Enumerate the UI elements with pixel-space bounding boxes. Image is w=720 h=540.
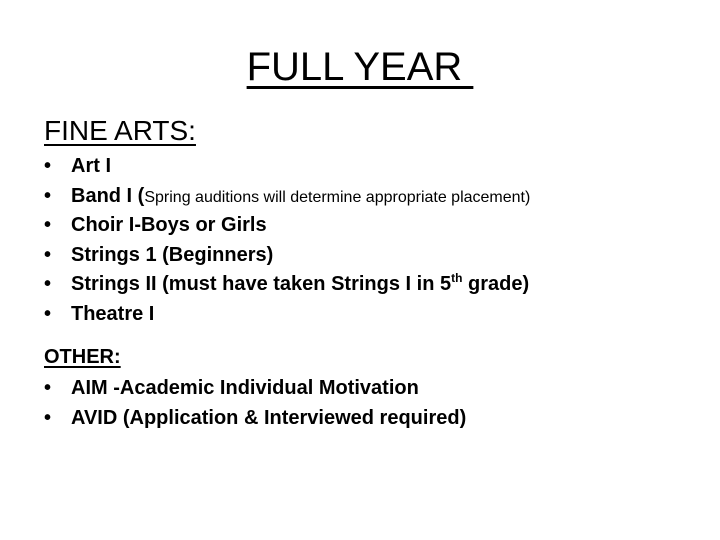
list-item-text: Choir I-Boys or Girls bbox=[71, 214, 267, 236]
list-item-text bbox=[71, 270, 529, 300]
list-item-text: Strings 1 (Beginners) bbox=[71, 243, 274, 266]
ordinal-superscript: th bbox=[451, 271, 463, 285]
other-heading: OTHER: bbox=[44, 346, 121, 368]
list-item-text: AVID (Application & Interviewed required) bbox=[71, 406, 467, 429]
fine-arts-heading: FINE ARTS: bbox=[44, 115, 196, 146]
bullet-icon: • bbox=[44, 184, 52, 207]
list-item-text: AIM -Academic Individual Motivation bbox=[71, 377, 419, 399]
strings-ii-suffix: grade) bbox=[462, 273, 530, 295]
bullet-icon: • bbox=[44, 302, 52, 325]
bullet-icon: • bbox=[44, 214, 52, 236]
bullet-icon: • bbox=[44, 273, 52, 295]
list-item-text bbox=[71, 182, 530, 213]
bullet-icon: • bbox=[44, 377, 52, 399]
bullet-icon: • bbox=[44, 406, 52, 429]
slide-title: FULL YEAR bbox=[246, 45, 474, 89]
bullet-icon: • bbox=[44, 243, 52, 266]
list-item-text: Theatre I bbox=[71, 302, 155, 325]
strings-ii-text: Strings II (must have taken Strings I in 5 bbox=[71, 273, 452, 295]
band-label: Band I ( bbox=[71, 184, 145, 207]
list-item-text: Art I bbox=[71, 155, 111, 177]
band-note: Spring auditions will determine appropriate placement) bbox=[144, 188, 531, 206]
bullet-icon: • bbox=[44, 155, 52, 177]
